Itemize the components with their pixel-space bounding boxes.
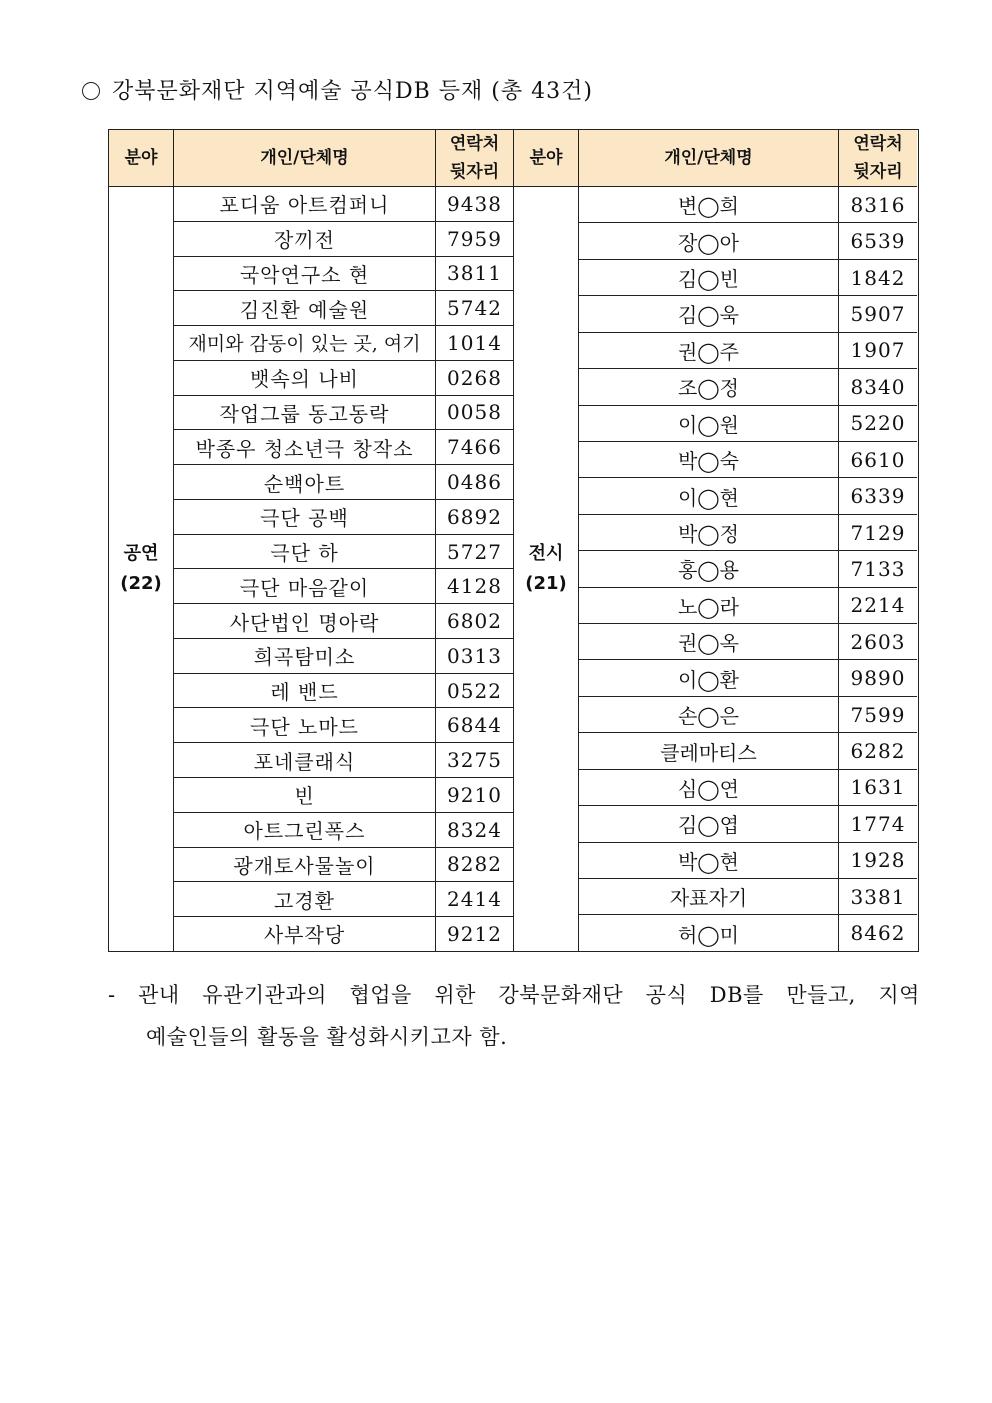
heading-text: 강북문화재단 지역예술 공식DB 등재 (총 43건) <box>112 79 593 104</box>
entry-contact: 8340 <box>850 374 906 399</box>
entry-contact: 2414 <box>447 887 502 912</box>
table-row <box>579 697 917 733</box>
entry-contact: 8316 <box>850 192 906 217</box>
entry-contact: 7599 <box>850 702 906 727</box>
table-row <box>174 604 513 639</box>
table-row <box>174 500 513 535</box>
note-line-1 <box>108 974 920 1016</box>
entry-name: 레 밴드 <box>174 674 436 708</box>
circle-bullet-icon <box>82 82 100 100</box>
note-word: 강북문화재단 <box>498 983 624 1007</box>
entry-contact: 9890 <box>850 666 906 691</box>
entry-contact: 6282 <box>850 739 906 764</box>
table-row <box>579 515 917 551</box>
note-word: 지역 <box>878 983 920 1007</box>
entry-name: 자표자기 <box>579 879 839 914</box>
entry-contact: 1842 <box>850 265 906 290</box>
entry-name: 빈 <box>174 778 436 812</box>
table-row <box>174 396 513 431</box>
table-row <box>174 848 513 883</box>
table-row <box>174 569 513 604</box>
entry-name: 클레마티스 <box>579 733 839 768</box>
entry-name: 작업그룹 동고동락 <box>174 396 436 430</box>
entry-name: 뱃속의 나비 <box>174 361 436 395</box>
entry-contact: 0268 <box>447 365 502 390</box>
table-row <box>174 708 513 743</box>
entry-name: 사부작당 <box>174 917 436 951</box>
entry-contact: 9212 <box>447 921 502 946</box>
entry-contact: 6844 <box>447 713 502 738</box>
entry-contact: 0522 <box>447 678 502 703</box>
note-word: 관내 <box>138 983 180 1007</box>
entry-name: 노◯라 <box>579 588 839 623</box>
entry-name: 권◯주 <box>579 333 839 368</box>
note-word: 만들고, <box>786 983 856 1007</box>
entry-name: 극단 노마드 <box>174 708 436 742</box>
entry-name: 순백아트 <box>174 465 436 499</box>
table-row <box>579 478 917 514</box>
performance-table <box>109 130 514 951</box>
note-line-2: 예술인들의 활동을 활성화시키고자 함. <box>146 1025 508 1049</box>
table-row <box>174 430 513 465</box>
entry-contact: 1907 <box>850 338 906 363</box>
entry-name: 이◯현 <box>579 478 839 513</box>
table-row <box>579 624 917 660</box>
table-row <box>579 733 917 769</box>
header-field: 분야 <box>514 130 579 186</box>
table-row <box>174 813 513 848</box>
entry-contact: 6339 <box>850 484 906 509</box>
entry-contact: 2603 <box>850 629 906 654</box>
table-row <box>579 442 917 478</box>
table-header <box>514 130 917 187</box>
table-row <box>579 406 917 442</box>
registry-table <box>108 129 919 952</box>
entry-name: 홍◯용 <box>579 551 839 586</box>
table-row <box>174 674 513 709</box>
entry-name: 사단법인 명아락 <box>174 604 436 638</box>
entry-contact: 0058 <box>447 400 502 425</box>
entry-name: 조◯정 <box>579 369 839 404</box>
note-word: DB를 <box>709 983 764 1007</box>
table-row <box>579 260 917 296</box>
entry-contact: 9210 <box>447 782 502 807</box>
entry-contact: 7129 <box>850 520 906 545</box>
entry-name: 장◯아 <box>579 223 839 258</box>
entry-name: 포네클래식 <box>174 743 436 777</box>
category-exhibition <box>514 187 579 951</box>
entry-name: 박◯현 <box>579 843 839 878</box>
table-row <box>579 333 917 369</box>
header-contact <box>839 130 917 186</box>
entry-name: 심◯연 <box>579 770 839 805</box>
entry-contact: 0313 <box>447 643 502 668</box>
entry-contact: 7959 <box>447 226 502 251</box>
entry-name: 극단 하 <box>174 535 436 569</box>
table-row <box>579 879 917 915</box>
table-row <box>174 639 513 674</box>
table-row <box>579 770 917 806</box>
entry-name: 장끼전 <box>174 222 436 256</box>
entry-contact: 5742 <box>447 296 502 321</box>
entry-name: 극단 공백 <box>174 500 436 534</box>
entry-name: 박◯정 <box>579 515 839 550</box>
exhibition-table <box>514 130 917 951</box>
performance-rows <box>174 187 513 951</box>
entry-contact: 0486 <box>447 470 502 494</box>
entry-contact: 9438 <box>447 191 502 216</box>
entry-contact: 7466 <box>447 435 502 460</box>
entry-name: 이◯환 <box>579 660 839 695</box>
table-row <box>579 369 917 405</box>
entry-contact: 3811 <box>447 261 502 286</box>
table-row <box>579 296 917 332</box>
exhibition-rows <box>579 187 917 951</box>
table-row <box>174 326 513 361</box>
entry-contact: 6892 <box>447 504 502 529</box>
entry-name: 김◯욱 <box>579 296 839 331</box>
table-row <box>579 551 917 587</box>
note-paragraph <box>108 974 920 1058</box>
entry-contact: 5220 <box>850 411 906 436</box>
table-row <box>579 660 917 696</box>
note-word: 위한 <box>434 983 476 1007</box>
entry-contact: 5727 <box>447 539 502 564</box>
note-word: 협업을 <box>349 983 412 1007</box>
entry-name: 허◯미 <box>579 915 839 950</box>
entry-name: 포디움 아트컴퍼니 <box>174 187 436 221</box>
header-contact-line1: 연락처 <box>853 134 903 154</box>
category-label: 공연 <box>123 543 159 564</box>
note-dash: - <box>108 983 116 1007</box>
table-row <box>579 806 917 842</box>
entry-contact: 6539 <box>850 229 906 254</box>
entry-name: 김진환 예술원 <box>174 291 436 325</box>
entry-name: 재미와 감동이 있는 곳, 여기 <box>174 326 436 360</box>
table-row <box>174 882 513 917</box>
table-row <box>174 361 513 396</box>
entry-contact: 8282 <box>447 852 502 877</box>
table-row <box>174 743 513 778</box>
table-row <box>579 588 917 624</box>
category-count: (22) <box>120 573 162 594</box>
entry-contact: 3381 <box>850 884 906 909</box>
header-contact-line2: 뒷자리 <box>853 162 903 182</box>
header-contact-line1: 연락처 <box>449 134 500 154</box>
entry-name: 변◯희 <box>579 187 839 222</box>
entry-name: 김◯빈 <box>579 260 839 295</box>
entry-name: 아트그린폭스 <box>174 813 436 847</box>
entry-contact: 5907 <box>850 301 906 326</box>
entry-contact: 1014 <box>447 330 502 355</box>
table-header <box>109 130 513 187</box>
table-row <box>579 187 917 223</box>
entry-name: 극단 마음같이 <box>174 569 436 603</box>
entry-name: 이◯원 <box>579 406 839 441</box>
table-row <box>579 915 917 950</box>
table-row <box>174 778 513 813</box>
entry-name: 박종우 청소년극 창작소 <box>174 430 436 464</box>
table-row <box>174 222 513 257</box>
header-contact <box>436 130 513 186</box>
table-row <box>174 465 513 500</box>
category-label: 전시 <box>528 543 564 564</box>
entry-contact: 1774 <box>850 811 906 836</box>
entry-contact: 1631 <box>850 775 906 800</box>
entry-contact: 6610 <box>850 447 906 472</box>
entry-name: 희곡탐미소 <box>174 639 436 673</box>
table-row <box>174 291 513 326</box>
table-row <box>174 187 513 222</box>
entry-contact: 6802 <box>447 609 502 634</box>
entry-name: 권◯옥 <box>579 624 839 659</box>
entry-contact: 3275 <box>447 748 502 773</box>
note-word: 유관기관과의 <box>202 983 327 1007</box>
table-row <box>579 843 917 879</box>
table-row <box>174 917 513 951</box>
entry-name: 광개토사물놀이 <box>174 848 436 882</box>
category-performance <box>109 187 174 951</box>
entry-name: 박◯숙 <box>579 442 839 477</box>
entry-contact: 1928 <box>850 848 906 873</box>
entry-name: 김◯엽 <box>579 806 839 841</box>
entry-contact: 2214 <box>850 593 906 618</box>
entry-contact: 7133 <box>850 556 906 581</box>
entry-name: 고경환 <box>174 882 436 916</box>
table-row <box>174 257 513 292</box>
header-name: 개인/단체명 <box>579 130 839 186</box>
header-name: 개인/단체명 <box>174 130 436 186</box>
header-contact-line2: 뒷자리 <box>449 162 500 182</box>
entry-name: 손◯은 <box>579 697 839 732</box>
category-count: (21) <box>525 573 567 594</box>
table-row <box>174 535 513 570</box>
entry-contact: 4128 <box>447 574 502 599</box>
section-heading <box>82 74 593 105</box>
entry-name: 국악연구소 현 <box>174 257 436 291</box>
note-word: 공식 <box>645 983 688 1007</box>
header-field: 분야 <box>109 130 174 186</box>
entry-contact: 8324 <box>447 817 502 842</box>
entry-contact: 8462 <box>850 921 906 946</box>
table-row <box>579 223 917 259</box>
